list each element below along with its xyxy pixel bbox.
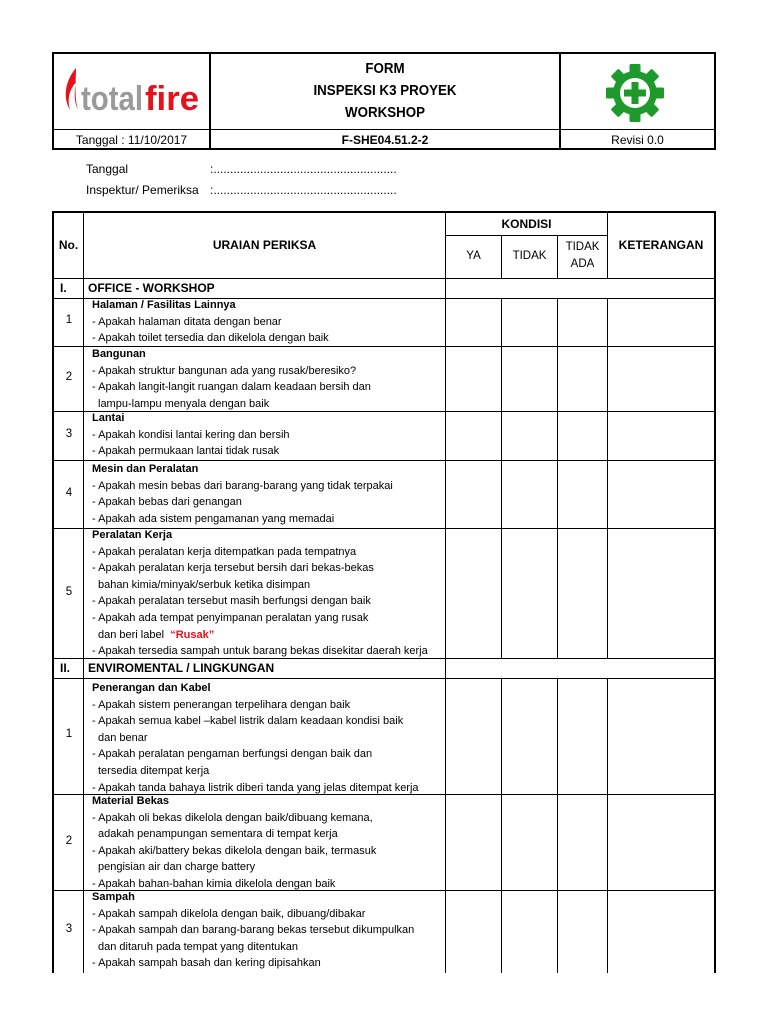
item-line: tersedia ditempat kerja (98, 764, 210, 777)
item-line: - Apakah halaman ditata dengan benar (92, 315, 282, 328)
item-line-text: dan beri label (98, 628, 165, 641)
item-line: - Apakah sampah dan barang-barang bekas tersebut dikumpulkan (92, 924, 415, 937)
grid-line (445, 213, 446, 973)
item-line: - Apakah tersedia sampah untuk barang bekas disekitar daerah kerja (92, 645, 428, 658)
grid-line (607, 298, 608, 658)
item-title: Sampah (92, 891, 135, 903)
item-line: adakah penampungan sementara di tempat kerja (98, 828, 338, 841)
item-number: 1 (65, 314, 73, 326)
item-number: 3 (65, 923, 73, 935)
col-tidak-ada-line: ADA (570, 258, 595, 270)
checklist-item (92, 346, 444, 412)
item-line: - Apakah ada tempat penyimpanan peralatan yang rusak (92, 611, 369, 624)
k3-safety-gear-icon (605, 64, 665, 122)
item-line: - Apakah bahan-bahan kimia dikelola dengan baik (92, 877, 336, 890)
grid-line (501, 298, 502, 658)
grid-line (54, 658, 714, 659)
item-title: Penerangan dan Kabel (92, 682, 211, 694)
item-line: - Apakah sampah basah dan kering dipisahkan (92, 957, 321, 970)
item-number: 3 (65, 428, 73, 440)
item-line: dan ditaruh pada tempat yang ditentukan (98, 940, 298, 953)
item-title: Material Bekas (92, 795, 170, 807)
item-line: - Apakah permukaan lantai tidak rusak (92, 445, 280, 458)
col-kondisi-header: KONDISI (501, 217, 552, 231)
grid-line (445, 235, 607, 236)
item-title: Halaman / Fasilitas Lainnya (92, 299, 236, 311)
item-number: 2 (65, 835, 73, 847)
checklist-item (92, 410, 444, 460)
item-line: - Apakah peralatan pengaman berfungsi dengan baik dan (92, 748, 373, 761)
item-line: - Apakah ada sistem pengamanan yang memadai (92, 512, 335, 525)
item-title: Lantai (92, 412, 125, 424)
grid-line (54, 278, 714, 279)
inspektur-label: Inspektur/ Pemeriksa (86, 183, 199, 197)
item-line: - Apakah tanda bahaya listrik diberi tanda yang jelas ditempat kerja (92, 781, 419, 794)
form-revision: Revisi 0.0 (611, 133, 664, 147)
item-title: Mesin dan Peralatan (92, 463, 199, 475)
item-line: lampu-lampu menyala dengan baik (98, 397, 270, 410)
inspektur-field[interactable] (86, 183, 397, 198)
form-title-line: FORM (365, 61, 405, 77)
section-title: OFFICE - WORKSHOP (88, 281, 215, 295)
form-title-line: INSPEKSI K3 PROYEK (313, 83, 457, 99)
form-code: F-SHE04.51.2-2 (341, 133, 429, 147)
section-title: ENVIROMENTAL / LINGKUNGAN (88, 661, 275, 675)
totalfire-logo (54, 54, 209, 129)
item-title: Peralatan Kerja (92, 529, 173, 541)
item-line: pengisian air dan charge battery (98, 861, 256, 874)
checklist-item (92, 461, 444, 527)
col-tidak-ada-header (558, 239, 607, 273)
grid-line (557, 298, 558, 658)
item-line: - Apakah struktur bangunan ada yang rusak/beresiko? (92, 364, 357, 377)
checklist-item (92, 297, 444, 347)
item-line (92, 627, 444, 644)
item-line: - Apakah kondisi lantai kering dan bersih (92, 428, 290, 441)
tanggal-field[interactable] (86, 162, 397, 177)
rusak-label: “Rusak” (170, 628, 215, 641)
checklist-item (92, 680, 444, 796)
item-title: Bangunan (92, 348, 146, 360)
item-line: - Apakah sistem penerangan terpelihara dengan baik (92, 698, 351, 711)
grid-line (557, 678, 558, 973)
item-line: - Apakah mesin bebas dari barang-barang yang tidak terpakai (92, 479, 393, 492)
item-line: - Apakah langit-langit ruangan dalam keadaan bersih dan (92, 381, 371, 394)
svg-text:total: total (81, 80, 143, 118)
svg-text:fire: fire (145, 80, 199, 118)
form-title (211, 58, 559, 124)
tanggal-value[interactable]: :....................................................... (210, 162, 397, 176)
item-line: - Apakah peralatan tersebut masih berfungsi dengan baik (92, 595, 371, 608)
grid-line (54, 678, 714, 679)
form-header (52, 52, 716, 150)
form-title-line: WORKSHOP (344, 105, 426, 121)
item-line: - Apakah bebas dari genangan (92, 496, 242, 509)
item-line: dan benar (98, 731, 148, 744)
item-number: 2 (65, 371, 73, 383)
item-line: - Apakah sampah dikelola dengan baik, dibuang/dibakar (92, 907, 366, 920)
tanggal-label: Tanggal (86, 162, 129, 176)
item-number: 4 (65, 487, 73, 499)
col-tidak-ada-line: TIDAK (565, 241, 600, 253)
col-no-header: No. (58, 238, 79, 252)
col-keterangan-header: KETERANGAN (618, 238, 704, 252)
section-number: I. (60, 281, 67, 295)
item-line: - Apakah aki/battery bekas dikelola dengan baik, termasuk (92, 844, 377, 857)
item-line: - Apakah oli bekas dikelola dengan baik/dibuang kemana, (92, 811, 373, 824)
section-number: II. (60, 661, 71, 675)
inspektur-value[interactable]: :....................................................... (210, 183, 397, 197)
checklist-item (92, 793, 444, 893)
item-line: bahan kimia/minyak/serbuk ketika disimpan (98, 578, 311, 591)
inspection-checklist-table (52, 211, 716, 973)
item-line: - Apakah peralatan kerja tersebut bersih dari bekas-bekas (92, 562, 374, 575)
grid-line (501, 678, 502, 973)
col-tidak-header: TIDAK (512, 250, 547, 262)
grid-line (607, 678, 608, 973)
item-line: - Apakah toilet tersedia dan dikelola dengan baik (92, 332, 329, 345)
item-number: 1 (65, 728, 73, 740)
form-date: Tanggal : 11/10/2017 (75, 133, 188, 147)
checklist-item (92, 889, 444, 972)
col-ya-header: YA (466, 250, 481, 262)
item-number: 5 (65, 586, 73, 598)
item-line: - Apakah semua kabel –kabel listrik dalam keadaan kondisi baik (92, 715, 404, 728)
checklist-item (92, 527, 444, 658)
col-uraian-header: URAIAN PERIKSA (212, 238, 317, 252)
item-line: - Apakah peralatan kerja ditempatkan pada tempatnya (92, 545, 357, 558)
